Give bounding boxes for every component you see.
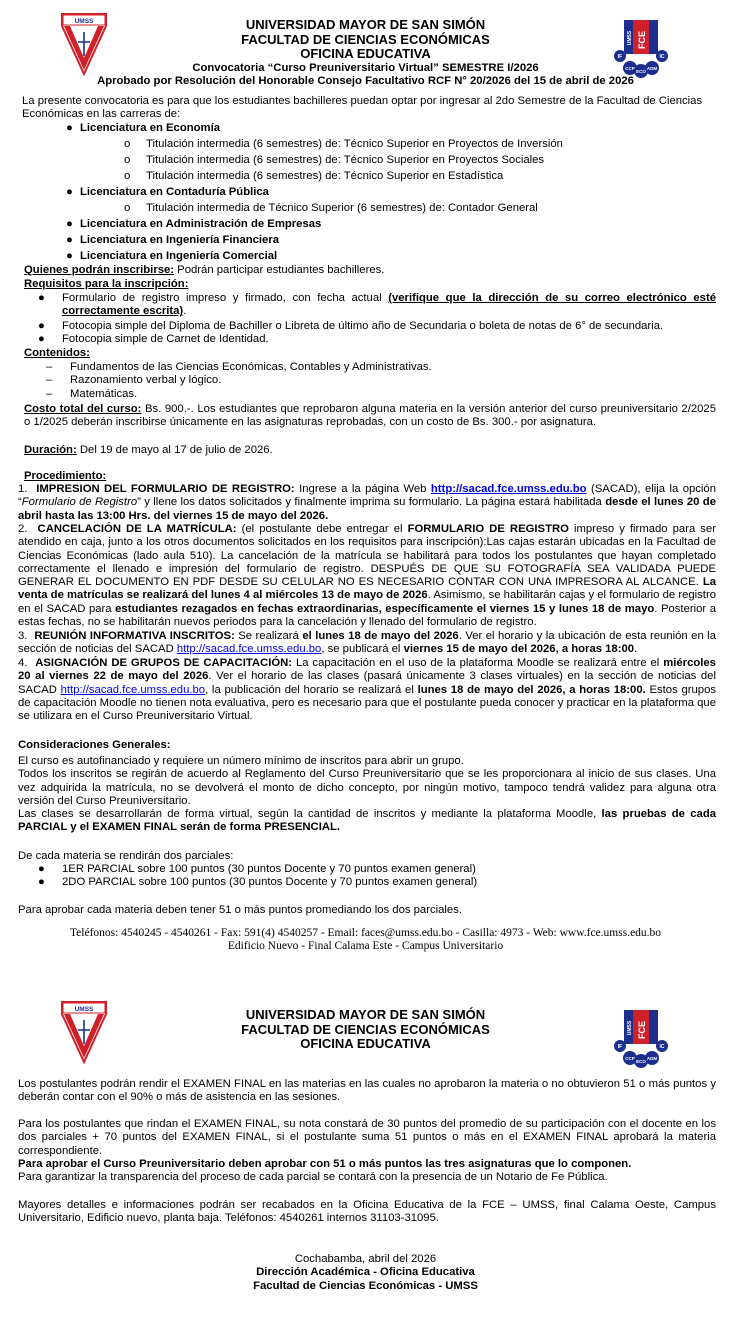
career-name: Licenciatura en Contaduría Pública xyxy=(80,186,269,198)
general-label xyxy=(18,739,716,752)
pass-rule-text: Para aprobar cada materia deben tener 51 o más puntos promediando los dos parciales. xyxy=(18,904,462,916)
step-text: . Posterior a estas fechas, no se habilitarán nuevos periodos para la cancelación y llenado del formulario de registro. xyxy=(18,602,717,629)
requirement-text: Formulario de registro impreso y firmado, con fecha actual xyxy=(62,292,389,304)
fce-logo-ic: IC xyxy=(659,54,665,60)
page1-footer xyxy=(0,927,731,953)
step-text: , se publicará el xyxy=(321,643,404,656)
career-item: ● Licenciatura en Contaduría Pública xyxy=(66,186,269,198)
page1-header xyxy=(0,18,731,89)
partials-intro-text: De cada materia se rendirán dos parciales: xyxy=(18,850,234,862)
umss-logo-text: UMSS xyxy=(74,1006,94,1013)
faculty-name: FACULTAD DE CIENCIAS ECONÓMICAS xyxy=(241,1021,490,1037)
step-emphasis: viernes 15 de mayo del 2026, a horas 18:00 xyxy=(403,643,635,656)
cost-paragraph xyxy=(24,403,716,430)
requirement-end: . xyxy=(183,305,187,318)
signature-block xyxy=(0,1253,731,1293)
requirement-text: Fotocopia simple del Diploma de Bachiller o Libreta de último año de Secundaria o boleta de notas de 6° de secundaria. xyxy=(62,319,664,332)
general-p3-text: Las clases se desarrollarán de forma virtual, según la cantidad de inscritos y mediante la plataforma Moodle, xyxy=(18,808,602,821)
step-text: (el postulante debe entregar el xyxy=(236,523,408,535)
step-title: ASIGNACIÓN DE GRUPOS DE CAPACITACIÓN: xyxy=(35,657,293,669)
step-title: CANCELACIÓN DE LA MATRÍCULA: xyxy=(37,523,237,535)
fce-logo-main: FCE xyxy=(637,1021,647,1039)
content-text: Matemáticas. xyxy=(70,387,138,400)
duration-text: Del 19 de mayo al 17 de julio de 2026. xyxy=(76,444,273,456)
general-title: Consideraciones Generales: xyxy=(18,739,171,751)
career-sub-text: Titulación intermedia (6 semestres) de: Técnico Superior en Estadística xyxy=(146,170,504,182)
general-p2: Todos los inscritos se regirán de acuerdo al Reglamento del Curso Preuniversitario que se les proporcionara al inicio de sus clases. Una vez adquirida la matrícula, no se devolverá el monto de dicho concepto, por ningún motivo, tampoco tendrá validez para alguna otra versión del Curso Preuniversitario. xyxy=(18,768,716,807)
fce-logo-if: IF xyxy=(617,1044,623,1050)
page2-p2-text: Para los postulantes que rindan el EXAMEN FINAL, su nota constará de 30 puntos del promedio de su participación con el docente en los dos parciales + 70 puntos del EXAMEN FINAL, si el postulante suma 51 puntos o más en el EXAMEN FINAL aprobará la materia correspondiente. xyxy=(18,1118,716,1157)
career-item: ● Licenciatura en Administración de Empresas xyxy=(66,218,322,230)
signature-line-2: Facultad de Ciencias Económicas - UMSS xyxy=(253,1279,478,1292)
faculty-name: FACULTAD DE CIENCIAS ECONÓMICAS xyxy=(241,31,490,47)
requirements-label xyxy=(24,278,722,291)
page2-p2 xyxy=(18,1118,716,1184)
requirement-item: ● Fotocopia simple del Diploma de Bachiller o Libreta de último año de Secundaria o boleta de notas de 6° de secundaria. xyxy=(38,319,664,332)
umss-logo-text: UMSS xyxy=(74,18,94,25)
page2-header xyxy=(0,1008,731,1052)
career-sub-text: Titulación intermedia de Técnico Superior (6 semestres) de: Contador General xyxy=(146,202,538,214)
step-number: 4. xyxy=(18,657,28,669)
step-text: , la publicación del horario se realizará el xyxy=(205,683,418,696)
fce-logo-eco: ECO xyxy=(636,69,646,74)
step-text: . xyxy=(634,643,638,656)
procedure-step-4 xyxy=(18,657,716,723)
contents-list xyxy=(46,361,710,401)
career-item: ● Licenciatura en Economía xyxy=(66,122,220,134)
partial-item: ● 2DO PARCIAL sobre 100 puntos (30 puntos Docente y 70 puntos examen general) xyxy=(38,876,478,889)
university-name: UNIVERSIDAD MAYOR DE SAN SIMÓN xyxy=(245,17,486,32)
fce-logo-if: IF xyxy=(617,54,623,60)
fce-logo-side: UMSS xyxy=(627,1020,633,1036)
partial-text: 1ER PARCIAL sobre 100 puntos (30 puntos Docente y 70 puntos examen general) xyxy=(62,863,476,875)
career-name: Licenciatura en Ingeniería Financiera xyxy=(80,234,280,246)
fce-logo-eco: ECO xyxy=(636,1059,646,1064)
intro-text: La presente convocatoria es para que los estudiantes bachilleres puedan optar por ingresar al 2do Semestre de la Facultad de Ciencias Económicas en las carreras de: xyxy=(22,95,703,121)
step-text: La capacitación en el uso de la plataforma Moodle se realizará entre el xyxy=(292,657,664,669)
procedure-title: Procedimiento: xyxy=(24,470,107,482)
requirements-list xyxy=(38,292,716,346)
fce-logo-ccp: CCP xyxy=(625,66,635,71)
procedure-label xyxy=(24,470,722,483)
duration-paragraph xyxy=(24,444,722,457)
step-italic: Formulario de Registro xyxy=(21,496,138,509)
step-text: . Asimismo, se habilitarán cajas y el formulario de registro en el SACAD para xyxy=(18,589,716,615)
career-sub-text: Titulación intermedia (6 semestres) de: Técnico Superior en Proyectos Sociales xyxy=(146,154,545,166)
step-emphasis: FORMULARIO DE REGISTRO xyxy=(407,523,569,535)
procedure-step-3 xyxy=(18,630,716,657)
career-item: ● Licenciatura en Ingeniería Financiera xyxy=(66,234,280,246)
career-name: Licenciatura en Administración de Empresas xyxy=(80,218,322,230)
requirement-text: Fotocopia simple de Carnet de Identidad. xyxy=(62,332,269,345)
step-number: 1. xyxy=(18,483,28,495)
requirements-title: Requisitos para la inscripción: xyxy=(24,278,189,290)
requirement-item: ● Fotocopia simple de Carnet de Identidad. xyxy=(38,332,269,345)
contents-title: Contenidos: xyxy=(24,347,90,359)
office-name: OFICINA EDUCATIVA xyxy=(300,46,431,61)
page2-p1 xyxy=(18,1078,716,1105)
step-text: Ingrese a la página Web xyxy=(294,483,431,495)
step-text: Estos grupos de capacitación Moodle no tienen nota evaluativa, pero es necesario para que el postulante pueda conocer y practicar en la plataforma que se utilizara en el Curso Preuniversitario Virtual. xyxy=(18,683,716,723)
sacad-link[interactable]: http://sacad.fce.umss.edu.bo xyxy=(176,643,322,656)
general-body xyxy=(18,755,716,835)
career-sub-item: o Titulación intermedia (6 semestres) de: Técnico Superior en Proyectos de Inversión xyxy=(124,138,563,150)
duration-label: Duración: xyxy=(24,444,77,456)
step-emphasis: estudiantes rezagados en fechas extraordinarias, específicamente el viernes 15 y lunes 18 de mayo xyxy=(115,602,655,615)
fce-logo-adm: ADM xyxy=(646,66,658,71)
step-text: Se realizará xyxy=(234,630,303,642)
office-name: OFICINA EDUCATIVA xyxy=(300,1036,431,1051)
footer-address: Edificio Nuevo - Final Calama Este - Campus Universitario xyxy=(227,940,504,952)
career-sub-item: o Titulación intermedia de Técnico Superior (6 semestres) de: Contador General xyxy=(124,202,538,214)
approval-line: Aprobado por Resolución del Honorable Consejo Facultativo RCF N° 20/2026 del 15 de abril de 2026 xyxy=(97,75,634,87)
step-number: 2. xyxy=(18,523,28,535)
footer-contacts: Teléfonos: 4540245 - 4540261 - Fax: 591(4) 4540257 - Email: faces@umss.edu.bo - Casilla: 4973 - Web: www.fce.umss.edu.bo xyxy=(69,927,662,939)
content-item: – Fundamentos de las Ciencias Económicas, Contables y Administrativas. xyxy=(46,361,432,373)
procedure-step-2 xyxy=(18,523,716,629)
partial-text: 2DO PARCIAL sobre 100 puntos (30 puntos Docente y 70 puntos examen general) xyxy=(62,876,478,889)
step-title: IMPRESION DEL FORMULARIO DE REGISTRO: xyxy=(36,483,295,495)
content-item: – Razonamiento verbal y lógico. xyxy=(46,374,222,387)
general-p1: El curso es autofinanciado y requiere un número mínimo de inscritos para abrir un grupo. xyxy=(18,755,464,767)
partials-list xyxy=(38,863,702,890)
pass-rule xyxy=(18,904,716,917)
signature-line-1: Dirección Académica - Oficina Educativa xyxy=(256,1266,475,1279)
contents-label xyxy=(24,347,722,360)
who-can-enroll xyxy=(24,264,722,277)
page2-p1-text: Los postulantes podrán rendir el EXAMEN FINAL en las materias en las cuales no aprobaron la materia o no obtuvieron 51 o más puntos y deberán contar con el 90% o más de asistencia en las sesiones. xyxy=(18,1078,716,1104)
career-sub-text: Titulación intermedia (6 semestres) de: Técnico Superior en Proyectos de Inversión xyxy=(146,138,563,150)
step-emphasis: el lunes 18 de mayo del 2026 xyxy=(302,630,459,642)
fce-logo-ic: IC xyxy=(659,1044,665,1050)
career-sub-item: o Titulación intermedia (6 semestres) de: Técnico Superior en Estadística xyxy=(124,170,504,182)
who-label: Quienes podrán inscribirse: xyxy=(24,264,175,276)
university-name: UNIVERSIDAD MAYOR DE SAN SIMÓN xyxy=(245,1007,486,1022)
cost-text: Bs. 900.-. Los estudiantes que reprobaron alguna materia en la versión anterior del curso preuniversitario 2/2025 o 1/2025 deberán inscribirse únicamente en las asignaturas reprobadas, con un costo de Bs. 300.- por asignatura. xyxy=(24,403,716,429)
requirement-item: ● Formulario de registro impreso y firmado, con fecha actual (verifique que la dirección de su correo electrónico esté correctamente escrita). xyxy=(38,292,716,318)
intro-paragraph xyxy=(22,95,718,122)
career-name: Licenciatura en Economía xyxy=(80,122,220,134)
content-text: Fundamentos de las Ciencias Económicas, Contables y Administrativas. xyxy=(70,361,432,373)
page2-p5-text: Mayores detalles e informaciones podrán ser recabados en la Oficina Educativa de la FCE – UMSS, final Calama Oeste, Campus Universitario, Edificio nuevo, planta baja. Teléfonos: 4540261 internos 31103-31095. xyxy=(18,1199,716,1225)
procedure-step-1 xyxy=(18,483,716,523)
fce-logo-ccp: CCP xyxy=(625,1056,635,1061)
step-emphasis: miércoles 20 al viernes 22 de mayo del 2026 xyxy=(18,657,716,683)
cost-label: Costo total del curso: xyxy=(24,403,142,415)
career-name: Licenciatura en Ingeniería Comercial xyxy=(80,250,278,262)
step-title: REUNIÓN INFORMATIVA INSCRITOS: xyxy=(34,630,235,642)
career-item: ● Licenciatura en Ingeniería Comercial xyxy=(66,250,278,262)
general-p3-emphasis: las pruebas de cada PARCIAL y el EXAMEN FINAL serán de forma PRESENCIAL. xyxy=(18,808,717,834)
requirement-emphasis: (verifique que la dirección de su correo electrónico esté correctamente escrita) xyxy=(62,292,716,318)
step-text: ” y llene los datos solicitados y finalmente imprima su formulario. La página estará habilitada xyxy=(137,496,606,509)
page2-p3-text: Para aprobar el Curso Preuniversitario deben aprobar con 51 o más puntos las tres asignaturas que lo componen. xyxy=(18,1157,632,1170)
page2-p4-text: Para garantizar la transparencia del proceso de cada parcial se contará con la presencia de un Notario de Fe Pública. xyxy=(18,1171,608,1184)
step-text: (SACAD), elija la opción “ xyxy=(18,483,716,509)
step-text: impreso y firmado para ser atendido en caja, junto a los otros documentos solicitados en los requisitos para inscripción):Las cajas estarán ubicadas en la Facultad de Ciencias Económicas (lado aula 510). La cancelación de la matrícula se habilitará para todos los postulantes que hayan completado correctamente el llenado e impresión del formulario de registro. DESPUÉS DE QUE SU FOTOGRAFÍA SEA VALIDADA PUEDE GENERAR EL DOCUMENTO EN PDF DESDE SU CELULAR NO ES NECESARIO CONTAR CON UNA IMPRESORA AL ALCANCE. xyxy=(18,523,716,589)
sacad-link[interactable]: http://sacad.fce.umss.edu.bo xyxy=(60,683,206,696)
content-item: – Matemáticas. xyxy=(46,387,138,400)
fce-logo-side: UMSS xyxy=(627,30,633,46)
fce-logo-adm: ADM xyxy=(646,1056,658,1061)
place-date: Cochabamba, abril del 2026 xyxy=(294,1253,437,1265)
step-text: . Ver el horario de las clases (pasará únicamente 3 clases virtuales) en la sección de noticias del SACAD xyxy=(18,670,716,696)
step-text: . Ver el horario y la ubicación de esta reunión en la sección de noticias del SACAD xyxy=(18,630,716,656)
partial-item: ● 1ER PARCIAL sobre 100 puntos (30 puntos Docente y 70 puntos examen general) xyxy=(38,863,476,875)
career-sub-item: o Titulación intermedia (6 semestres) de: Técnico Superior en Proyectos Sociales xyxy=(124,154,545,166)
sacad-link[interactable]: http://sacad.fce.umss.edu.bo xyxy=(430,483,587,495)
page2-p5 xyxy=(18,1199,716,1226)
step-emphasis: desde el lunes 20 de abril hasta las 13:00 Hrs. del viernes 15 de mayo del 2026. xyxy=(18,496,716,522)
partials-intro xyxy=(18,850,716,863)
step-emphasis: lunes 18 de mayo del 2026, a horas 18:00. xyxy=(417,683,646,696)
content-text: Razonamiento verbal y lógico. xyxy=(70,374,222,387)
general-p3 xyxy=(18,808,716,835)
fce-logo-main: FCE xyxy=(637,31,647,49)
who-text: Podrán participar estudiantes bachilleres. xyxy=(174,264,385,276)
step-emphasis: La venta de matrículas se realizará del lunes 4 al miércoles 13 de mayo de 2026 xyxy=(18,576,716,602)
careers-list xyxy=(66,122,700,266)
call-title: Convocatoria “Curso Preuniversitario Virtual” SEMESTRE I/2026 xyxy=(192,61,539,74)
step-number: 3. xyxy=(18,630,28,642)
